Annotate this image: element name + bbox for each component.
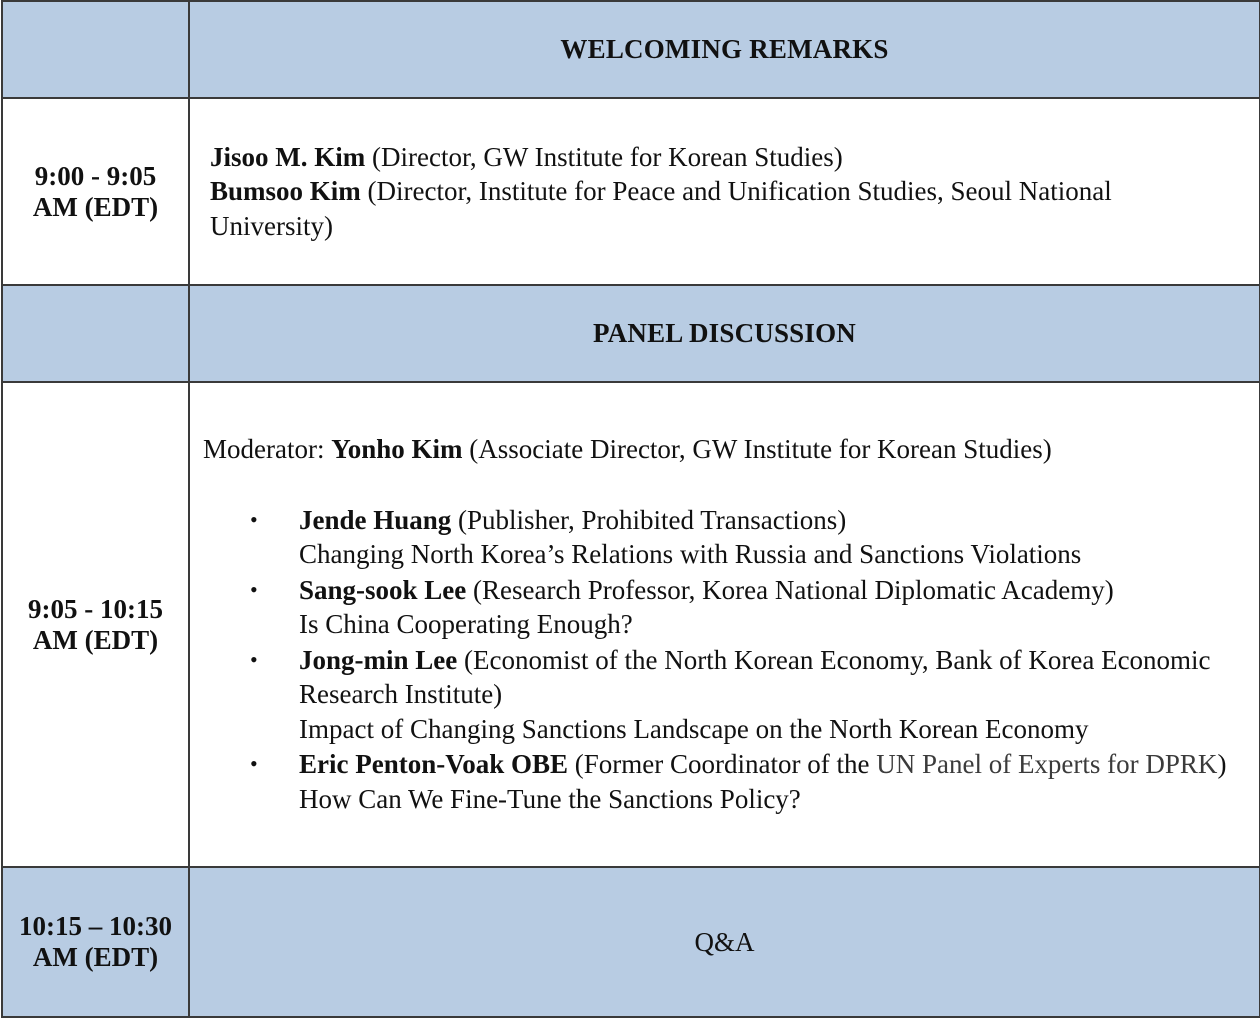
talk-title: Changing North Korea’s Relations with Russia and Sanctions Violations [299, 539, 1082, 569]
panel-heading: PANEL DISCUSSION [189, 285, 1260, 382]
qa-time-range: 10:15 – 10:30 [19, 911, 172, 941]
talk-title: Impact of Changing Sanctions Landscape on the North Korean Economy [299, 713, 1089, 744]
agenda-table [1, 0, 1260, 1018]
panelist-affiliation-suffix: ) [1217, 749, 1227, 779]
speaker-affiliation: (Director, Institute for Peace and Unification Studies, Seoul National University) [210, 176, 1112, 241]
panel-time-cell [2, 382, 189, 867]
talk-title: How Can We Fine-Tune the Sanctions Policy? [299, 783, 801, 814]
qa-row [2, 867, 1260, 1017]
speaker-affiliation: (Director, GW Institute for Korean Studies) [372, 141, 843, 172]
bullet-icon: • [250, 576, 258, 602]
speaker-name: Jisoo M. Kim [210, 141, 366, 172]
list-item [250, 747, 1229, 816]
moderator-line [203, 432, 1229, 467]
welcoming-time-cell [2, 98, 189, 285]
welcoming-speaker [210, 174, 1207, 243]
list-item [250, 503, 1229, 572]
panelist-name: Jende Huang [299, 504, 452, 535]
panel-heading-row [2, 285, 1260, 382]
panel-time-range: 9:05 - 10:15 [28, 593, 163, 624]
welcoming-time-zone: AM (EDT) [32, 191, 159, 222]
bullet-icon: • [250, 646, 258, 672]
panelist-affiliation: (Publisher, Prohibited Transactions) [458, 504, 847, 535]
welcoming-row [2, 98, 1260, 285]
qa-label: Q&A [189, 867, 1260, 1017]
qa-time-cell [2, 867, 189, 1017]
list-item [250, 643, 1229, 747]
welcoming-speaker [210, 140, 1207, 175]
speaker-name: Bumsoo Kim [210, 176, 361, 207]
panel-row [2, 382, 1260, 867]
list-item [250, 573, 1229, 642]
welcoming-speakers [189, 98, 1260, 285]
un-panel-link[interactable]: UN Panel of Experts for DPRK [876, 749, 1218, 779]
moderator-name: Yonho Kim [331, 434, 463, 464]
panelist-name: Eric Penton-Voak OBE [299, 749, 569, 779]
welcoming-heading-time-cell [2, 1, 189, 98]
panelist-affiliation-prefix: (Former Coordinator of the [574, 749, 877, 779]
panel-content [189, 382, 1260, 867]
bullet-icon: • [250, 506, 258, 532]
welcoming-time-range: 9:00 - 9:05 [34, 160, 157, 191]
panelist-name: Sang-sook Lee [299, 574, 467, 605]
panelist-affiliation: (Research Professor, Korea National Diplomatic Academy) [473, 574, 1114, 605]
talk-title: Is China Cooperating Enough? [299, 609, 633, 639]
welcoming-heading-row [2, 1, 1260, 98]
panel-time-zone: AM (EDT) [32, 624, 159, 655]
panelist-name: Jong-min Lee [299, 644, 458, 675]
moderator-label: Moderator: [203, 434, 325, 464]
moderator-affiliation: (Associate Director, GW Institute for Korean Studies) [469, 434, 1052, 464]
panelist-affiliation: (Economist of the North Korean Economy, Bank of Korea Economic Research Institute) [299, 644, 1211, 709]
welcoming-heading: WELCOMING REMARKS [189, 1, 1260, 98]
panelist-list [203, 503, 1229, 817]
panel-heading-time-cell [2, 285, 189, 382]
bullet-icon: • [250, 751, 258, 776]
qa-time-zone: AM (EDT) [32, 942, 159, 972]
